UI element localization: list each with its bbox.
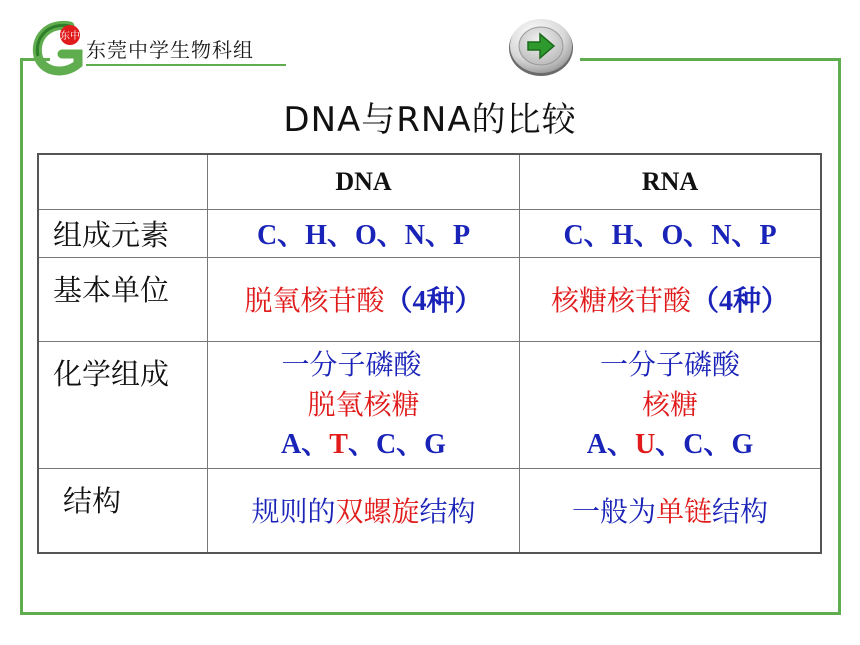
rna-base-u: U	[635, 428, 656, 460]
row-label-unit: 基本单位	[38, 257, 208, 341]
dna-structure-suffix: 结构	[419, 495, 476, 529]
rna-bases	[520, 425, 820, 465]
page-title: DNA与RNA的比较	[283, 100, 577, 140]
logo-badge-text: 东中	[60, 31, 80, 42]
dna-composition-cell	[208, 341, 520, 468]
dna-sugar: 脱氧核糖	[307, 387, 420, 421]
rna-composition-cell	[520, 341, 822, 468]
dna-unit-name: 脱氧核苷酸	[244, 284, 385, 317]
dna-base-rest: 、C、G	[347, 428, 446, 460]
dna-phosphate: 一分子磷酸	[281, 347, 422, 381]
rna-base-rest: 、C、G	[655, 428, 754, 460]
frame-border-top-right	[580, 58, 840, 61]
rna-unit-name: 核糖核苷酸	[550, 284, 691, 317]
dna-unit-cell	[208, 257, 520, 341]
row-label-elements: 组成元素	[38, 209, 208, 257]
row-label-composition: 化学组成	[38, 341, 208, 468]
comparison-table	[37, 153, 822, 554]
table-row	[38, 341, 821, 468]
dna-elements-cell: C、H、O、N、P	[208, 209, 520, 257]
dna-structure-type: 双螺旋	[335, 495, 420, 529]
rna-base-a: A	[586, 428, 607, 460]
dna-structure-cell	[208, 468, 520, 553]
dna-unit-count: （4种）	[384, 286, 483, 317]
rna-structure-suffix: 结构	[712, 495, 769, 529]
header-cell-rna: RNA	[520, 154, 822, 209]
frame-border-bottom	[20, 612, 841, 615]
table-row	[38, 209, 821, 257]
row-label-structure: 结构	[38, 468, 208, 553]
school-name: 东莞中学生物科组	[86, 38, 254, 62]
next-button[interactable]	[506, 16, 576, 78]
table-row	[38, 468, 821, 553]
school-name-underline	[86, 64, 286, 66]
rna-unit-cell	[520, 257, 822, 341]
frame-border-left	[20, 58, 23, 614]
rna-unit-count: （4种）	[691, 286, 790, 317]
dna-base-sep: 、	[301, 428, 330, 460]
frame-border-right	[838, 58, 841, 614]
rna-base-sep: 、	[606, 428, 635, 460]
header-cell-dna: DNA	[208, 154, 520, 209]
rna-structure-prefix: 一般为	[571, 495, 656, 529]
dna-bases	[208, 425, 519, 465]
rna-structure-cell	[520, 468, 822, 553]
rna-phosphate: 一分子磷酸	[599, 347, 740, 381]
arrow-right-icon	[506, 16, 576, 78]
dna-structure-prefix: 规则的	[251, 495, 336, 529]
rna-structure-type: 单链	[655, 495, 712, 529]
table-row	[38, 257, 821, 341]
rna-sugar: 核糖	[641, 387, 698, 421]
header-cell-empty	[38, 154, 208, 209]
table-header-row	[38, 154, 821, 209]
dna-base-t: T	[329, 428, 348, 460]
rna-elements-cell: C、H、O、N、P	[520, 209, 822, 257]
dna-base-a: A	[281, 428, 302, 460]
